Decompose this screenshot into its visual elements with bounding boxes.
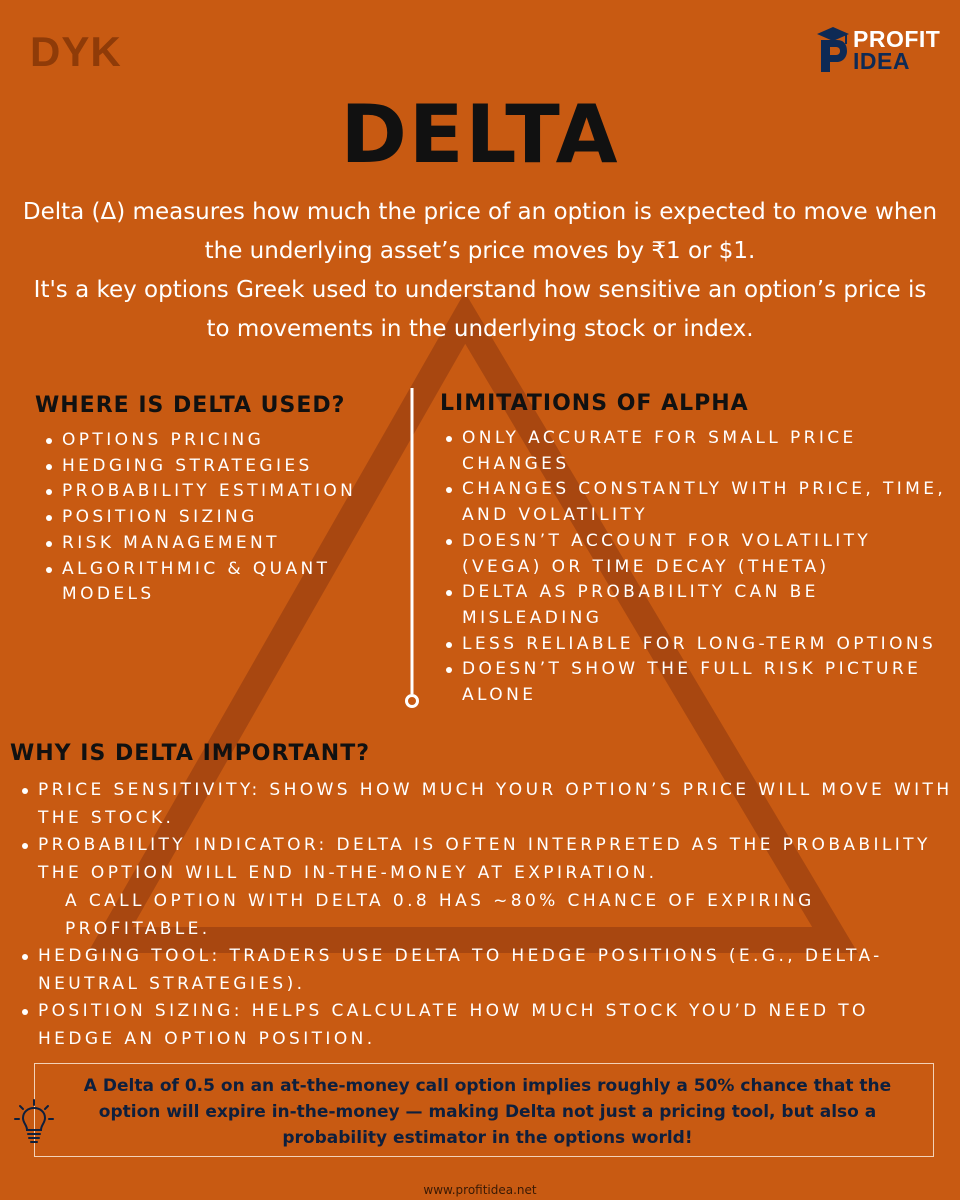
intro-paragraph-2: It's a key options Greek used to understand how sensitive an option’s price is to movements in the underlying stock or index. [33, 277, 927, 342]
logo-line-1: PROFIT [853, 26, 941, 52]
callout-text: A Delta of 0.5 on an at-the-money call option implies roughly a 50% chance that the option will expire in-the-money — making Delta not just a pricing tool, but also a probability estimator in the options world! [83, 1076, 892, 1148]
lightbulb-icon [14, 1098, 54, 1146]
list-item: POSITION SIZING: HELPS CALCULATE HOW MUCH STOCK YOU’D NEED TO HEDGE AN OPTION POSITION. [18, 998, 953, 1053]
list-item: ONLY ACCURATE FOR SMALL PRICE CHANGES [442, 426, 957, 477]
why-list-part-2 [18, 943, 953, 1053]
why-heading: WHY IS DELTA IMPORTANT? [10, 741, 370, 766]
list-item: PROBABILITY ESTIMATION [42, 479, 402, 505]
why-sub-note: A CALL OPTION WITH DELTA 0.8 HAS ~80% CHANCE OF EXPIRING PROFITABLE. [65, 891, 815, 939]
list-item: ALGORITHMIC & QUANT MODELS [42, 557, 402, 608]
list-item: RISK MANAGEMENT [42, 531, 402, 557]
list-item: POSITION SIZING [42, 505, 402, 531]
list-item: HEDGING STRATEGIES [42, 454, 402, 480]
dyk-badge: DYK [30, 28, 122, 75]
column-divider [404, 388, 420, 710]
logo-line-2: IDEA [853, 48, 910, 74]
footer-url[interactable]: www.profitidea.net [423, 1183, 537, 1197]
list-item: HEDGING TOOL: TRADERS USE DELTA TO HEDGE POSITIONS (E.G., DELTA-NEUTRAL STRATEGIES). [18, 943, 953, 998]
list-item: CHANGES CONSTANTLY WITH PRICE, TIME, AND VOLATILITY [442, 477, 957, 528]
intro-paragraph-1: Delta (Δ) measures how much the price of an option is expected to move when the underlying asset’s price moves by ₹1 or $1. [22, 199, 938, 264]
list-item: PROBABILITY INDICATOR: DELTA IS OFTEN INTERPRETED AS THE PROBABILITY THE OPTION WILL END IN-THE-MONEY AT EXPIRATION. [18, 832, 953, 887]
page-title: DELTA [340, 88, 620, 181]
where-heading: WHERE IS DELTA USED? [35, 393, 346, 418]
list-item: LESS RELIABLE FOR LONG-TERM OPTIONS [442, 632, 957, 658]
limitations-list [442, 426, 957, 709]
list-item: DELTA AS PROBABILITY CAN BE MISLEADING [442, 580, 957, 631]
list-item: OPTIONS PRICING [42, 428, 402, 454]
list-item: DOESN’T SHOW THE FULL RISK PICTURE ALONE [442, 657, 957, 708]
why-list-part-1 [18, 777, 953, 887]
intro-text [20, 193, 940, 349]
limitations-heading: LIMITATIONS OF ALPHA [440, 391, 749, 416]
list-item: PRICE SENSITIVITY: SHOWS HOW MUCH YOUR OPTION’S PRICE WILL MOVE WITH THE STOCK. [18, 777, 953, 832]
where-list [42, 428, 402, 608]
logo-mark-icon [815, 26, 851, 74]
logo-wordmark [853, 28, 940, 72]
profit-idea-logo [815, 26, 955, 76]
list-item: DOESN’T ACCOUNT FOR VOLATILITY (VEGA) OR TIME DECAY (THETA) [442, 529, 957, 580]
